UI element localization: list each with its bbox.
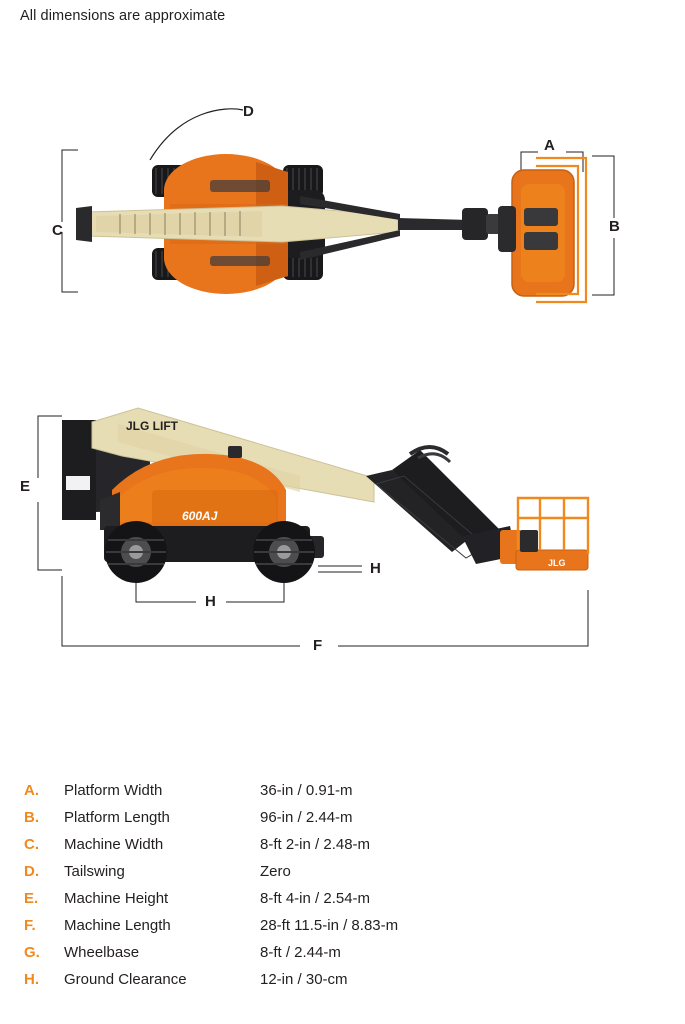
spec-letter: G. <box>24 944 40 961</box>
model-decal-text: 600AJ <box>182 509 218 523</box>
callout-letter-d: D <box>243 103 254 120</box>
spec-value: 96-in / 2.44-m <box>260 809 353 826</box>
side-view-figure <box>0 380 685 680</box>
table-row <box>24 836 664 863</box>
callout-letter-a: A <box>544 137 555 154</box>
dimension-line-h <box>318 566 362 572</box>
side-view-illustration <box>0 380 685 680</box>
spec-label: Machine Width <box>64 836 164 853</box>
spec-label: Platform Length <box>64 809 170 826</box>
dimension-line-f <box>62 576 588 646</box>
spec-label: Wheelbase <box>64 944 140 961</box>
boom-logo-text: JLG LIFT <box>126 419 178 433</box>
callout-letter-h: H <box>370 560 381 577</box>
callout-letter-c: C <box>52 222 63 239</box>
spec-label: Ground Clearance <box>64 971 187 988</box>
callout-letter-e: E <box>20 478 31 495</box>
spec-label: Tailswing <box>64 863 125 880</box>
spec-value: 12-in / 30-cm <box>260 971 348 988</box>
spec-value: 36-in / 0.91-m <box>260 782 353 799</box>
specifications-table <box>24 782 664 998</box>
dimension-line-a <box>521 152 583 172</box>
top-view-figure <box>0 80 685 330</box>
spec-letter: H. <box>24 971 39 988</box>
jib-assembly-side-view <box>366 447 522 564</box>
spec-letter: B. <box>24 809 39 826</box>
spec-label: Platform Width <box>64 782 163 799</box>
spec-letter: C. <box>24 836 39 853</box>
spec-value: 8-ft / 2.44-m <box>260 944 341 961</box>
table-row <box>24 863 664 890</box>
spec-label: Machine Height <box>64 890 169 907</box>
top-view-illustration <box>0 80 685 330</box>
table-row <box>24 782 664 809</box>
table-row <box>24 917 664 944</box>
spec-label: Machine Length <box>64 917 171 934</box>
platform-top-view <box>498 158 586 302</box>
platform-side-view <box>516 498 588 570</box>
callout-letter-b: B <box>609 218 620 235</box>
spec-letter: D. <box>24 863 39 880</box>
spec-letter: E. <box>24 890 39 907</box>
table-row <box>24 890 664 917</box>
table-row <box>24 971 664 998</box>
callout-letter-g: H <box>205 593 216 610</box>
dimension-leader-d <box>150 109 243 160</box>
approximate-dimensions-note: All dimensions are approximate <box>20 8 226 24</box>
dimension-line-c <box>62 150 78 292</box>
dimension-line-e <box>38 416 62 570</box>
spec-value: 8-ft 4-in / 2.54-m <box>260 890 371 907</box>
spec-letter: A. <box>24 782 39 799</box>
table-row <box>24 809 664 836</box>
spec-letter: F. <box>24 917 36 934</box>
spec-value: Zero <box>260 863 291 880</box>
table-row <box>24 944 664 971</box>
spec-value: 8-ft 2-in / 2.48-m <box>260 836 371 853</box>
platform-logo-text: JLG <box>548 558 566 568</box>
callout-letter-f: F <box>313 637 323 654</box>
spec-value: 28-ft 11.5-in / 8.83-m <box>260 917 399 934</box>
